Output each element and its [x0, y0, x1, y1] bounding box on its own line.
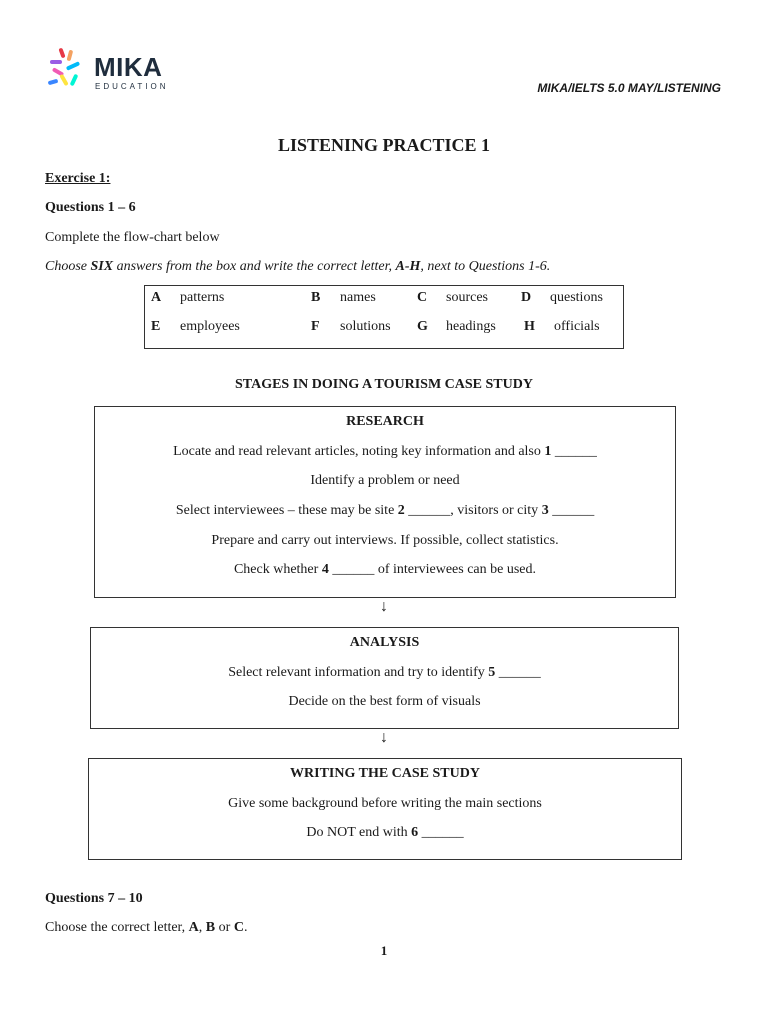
option-a-word: patterns [180, 290, 225, 305]
research-line-2: Identify a problem or need [310, 473, 460, 488]
writing-line-1: Give some background before writing the main sections [228, 796, 542, 811]
letter-a: A [188, 920, 199, 935]
choose-text-3: , next to Questions 1-6. [420, 259, 551, 274]
option-b-word: names [340, 290, 376, 305]
option-g [417, 319, 428, 335]
flowchart-instruction: Complete the flow-chart below [45, 230, 220, 245]
logo-mark-icon [46, 46, 92, 92]
question-number: 1 [544, 444, 552, 459]
research-text: Select interviewees – these may be site [175, 503, 398, 518]
option-letter: D [521, 290, 532, 305]
flowchart-title: STAGES IN DOING A TOURISM CASE STUDY [235, 377, 533, 392]
analysis-heading: ANALYSIS [349, 635, 420, 650]
option-f-word: solutions [340, 319, 391, 334]
analysis-line-2: Decide on the best form of visuals [288, 694, 481, 709]
option-letter: C [417, 290, 428, 305]
separator: . [243, 920, 248, 935]
option-letter: H [524, 319, 535, 334]
choose-count: SIX [90, 259, 114, 274]
questions-7-10-label: Questions 7 – 10 [45, 891, 143, 906]
research-line-3 [95, 503, 675, 519]
writing-text: Do NOT end with [306, 825, 412, 840]
option-letter: G [417, 319, 428, 334]
research-text: Locate and read relevant articles, noting key information and also [173, 444, 545, 459]
option-d-word: questions [550, 290, 603, 305]
letter-c: C [233, 920, 244, 935]
page-number: 1 [380, 943, 388, 958]
letter-b: B [205, 920, 216, 935]
question-number: 6 [411, 825, 419, 840]
option-c [417, 290, 427, 306]
choose-range: A-H [395, 259, 421, 274]
option-g-word: headings [446, 319, 496, 334]
research-line-5 [95, 562, 675, 578]
question-number: 2 [397, 503, 405, 518]
option-letter: E [151, 319, 161, 334]
answer-blank: ______ [418, 825, 464, 840]
separator: , [198, 920, 206, 935]
choose-letter-instruction [45, 920, 247, 936]
down-arrow-icon: ↓ [380, 729, 388, 746]
question-number: 4 [321, 562, 329, 577]
option-e-word: employees [180, 319, 240, 334]
research-box [94, 406, 676, 598]
analysis-box [90, 627, 679, 729]
research-heading: RESEARCH [346, 414, 424, 429]
choose-instruction [45, 259, 550, 275]
page-title: LISTENING PRACTICE 1 [277, 135, 491, 155]
option-letter: F [311, 319, 320, 334]
option-h-word: officials [554, 319, 600, 334]
option-a [151, 290, 161, 306]
analysis-text: Select relevant information and try to identify [228, 665, 489, 680]
option-d [521, 290, 531, 306]
choose-text-2: answers from the box and write the correct letter, [113, 259, 396, 274]
document-reference: MIKA/IELTS 5.0 MAY/LISTENING [537, 81, 721, 95]
option-letter: B [311, 290, 321, 305]
analysis-line-1 [91, 665, 678, 681]
brand-name: MIKA [94, 52, 163, 82]
answer-blank: ______ [548, 503, 595, 518]
option-e [151, 319, 160, 335]
writing-line-2 [89, 825, 681, 841]
research-line-4: Prepare and carry out interviews. If possible, collect statistics. [211, 533, 559, 548]
answer-blank: ______ [495, 665, 541, 680]
down-arrow-icon: ↓ [380, 598, 388, 615]
instruction-text: Choose the correct letter, [45, 920, 189, 935]
research-line-1 [95, 444, 675, 460]
option-b [311, 290, 320, 306]
research-text: ______, visitors or city [404, 503, 542, 518]
research-text: Check whether [233, 562, 322, 577]
writing-heading: WRITING THE CASE STUDY [290, 766, 480, 781]
brand-subtitle: EDUCATION [95, 82, 169, 91]
option-c-word: sources [446, 290, 488, 305]
option-letter: A [151, 290, 162, 305]
mika-logo [46, 46, 176, 92]
option-h [524, 319, 535, 335]
writing-box [88, 758, 682, 860]
question-number: 5 [488, 665, 496, 680]
option-f [311, 319, 320, 335]
answer-blank: ______ [551, 444, 597, 459]
exercise-label: Exercise 1: [45, 171, 111, 186]
options-box [144, 285, 624, 349]
choose-text-1: Choose [45, 259, 91, 274]
research-text: ______ of interviewees can be used. [328, 562, 537, 577]
question-number: 3 [541, 503, 549, 518]
questions-1-6-label: Questions 1 – 6 [45, 200, 136, 215]
separator: or [215, 920, 234, 935]
